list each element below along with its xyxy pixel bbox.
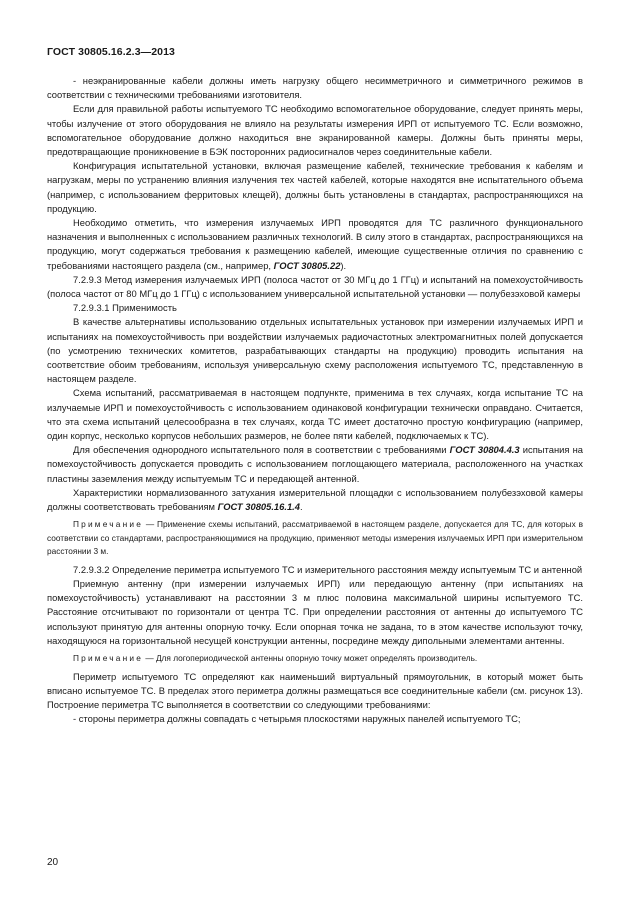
paragraph: Необходимо отметить, что измерения излучаемых ИРП проводятся для ТС различного функционального назначения и выполненных с использованием различных технологий. В силу этого в стандартах, распространяющихся на продукцию, могут содержаться требования к размещению кабелей, имеющие существенные отличия по сравнению с требованиями настоящего раздела (см., например, ГОСТ 30805.22). (47, 217, 583, 271)
page-number: 20 (47, 857, 59, 868)
subsection-heading: 7.2.9.3.2 Определение периметра испытуемого ТС и измерительного расстояния между испытуемым ТС и антенной (73, 563, 583, 575)
paragraph: Конфигурация испытательной установки, включая размещение кабелей, технические требования к кабелям и нагрузкам, меры по устранению влияния излучения тех частей кабелей, которые находятся вне испытательного объема (например, с использованием ферритовых клещей), должны быть установлены в стандартах, распространяющихся на продукцию. (47, 160, 583, 214)
note-label: Примечание (73, 519, 144, 530)
paragraph: Для обеспечения однородного испытательного поля в соответствии с требованиями ГОСТ 30804.4.3 испытания на помехоустойчивость допускается проводить с использованием поглощающего материала, расположенного на участках пластины заземления между испытуемым ТС и передающей антенной. (47, 444, 584, 484)
note: Примечание — Для логопериодической антенны опорную точку может определять производитель. (73, 653, 478, 664)
paragraph: - стороны периметра должны совпадать с четырьмя плоскостями наружных панелей испытуемого ТС; (73, 713, 521, 725)
note: Примечание — Применение схемы испытаний, рассматриваемой в настоящем разделе, допускается для ТС, для которых в соответствии со стандартами, распространяющимися на продукцию, применяют методы измерения излучаемых ИРП при измерительном расстоянии 3 м. (47, 519, 583, 557)
standard-reference: ГОСТ 30805.16.1.4 (217, 501, 300, 513)
standard-reference: ГОСТ 30805.22 (273, 259, 341, 271)
document-body (47, 74, 583, 726)
standard-header: ГОСТ 30805.16.2.3—2013 (47, 46, 175, 58)
paragraph: Периметр испытуемого ТС определяют как наименьший виртуальный прямоугольник, в который может быть вписано испытуемое ТС. В пределах этого периметра должны размещаться все соединительные кабели (см. рисунок 13). Построение периметра ТС выполняется в соответствии со следующими требованиями: (47, 670, 583, 710)
paragraph: Схема испытаний, рассматриваемая в настоящем подпункте, применима в тех случаях, когда испытание ТС на излучаемые ИРП и помехоустойчивость с использованием одинаковой конфигурации технически оправдано. Считается, что эта схема испытаний целесообразна в тех случаях, когда ТС имеет достаточно простую конфигурацию (например, один корпус, несколько корпусов небольших размеров, не более пяти кабелей, подключаемых к ТС). (47, 387, 583, 442)
paragraph: Приемную антенну (при измерении излучаемых ИРП) или передающую антенну (при испытаниях на помехоустойчивость) устанавливают на расстоянии 3 м плюс половина максимальной ширины испытуемого ТС. Расстояние отсчитывают по горизонтали от центра ТС. При определении расстояния от антенны до испытуемого ТС используют принятую для антенны опорную точку. Если опорная точка не задана, то в этом качестве используют точку, находящуюся на горизонтальной несущей конструкции антенны, посредине между дипольными элементами антенны. (47, 578, 583, 646)
standard-reference: ГОСТ 30804.4.3 (449, 444, 520, 456)
paragraph: Если для правильной работы испытуемого ТС необходимо вспомогательное оборудование, следует принять меры, чтобы излучение от этого оборудования не влияло на результаты измерения ИРП от испытуемого ТС. Если возможно, вспомогательное оборудование должно находиться вне экранированной камеры. Должны быть приняты меры, предотвращающие проникновение в БЭК посторонних радиосигналов через соединительные кабели. (47, 103, 583, 158)
paragraph: Характеристики нормализованного затухания измерительной площадки с использованием полубезэховой камеры должны соответствовать требованиям ГОСТ 30805.16.1.4. (47, 486, 583, 513)
paragraph: В качестве альтернативы использованию отдельных испытательных установок при измерении излучаемых ИРП и испытаниях на помехоустойчивость при воздействии излучаемых радиочастотных электромагнитных полей допускается (по усмотрению технических комитетов, разрабатывающих стандарты на продукцию) проводить испытания на соответствие обоим требованиям, используя универсальную схему расположения испытуемого ТС, представленную в настоящем разделе. (47, 316, 583, 385)
paragraph: - неэкранированные кабели должны иметь нагрузку общего несимметричного и симметричного режимов в соответствии с техническими требованиями изготовителя. (47, 75, 583, 101)
subsection-heading: 7.2.9.3.1 Применимость (73, 302, 177, 314)
note-label: Примечание (73, 653, 144, 664)
section-heading: 7.2.9.3 Метод измерения излучаемых ИРП (полоса частот от 30 МГц до 1 ГГц) и испытаний на помехоустойчивость (полоса частот от 80 МГц до 1 ГГц) с использованием универсальной испытательной установки — полубезэховой камеры (47, 273, 583, 300)
